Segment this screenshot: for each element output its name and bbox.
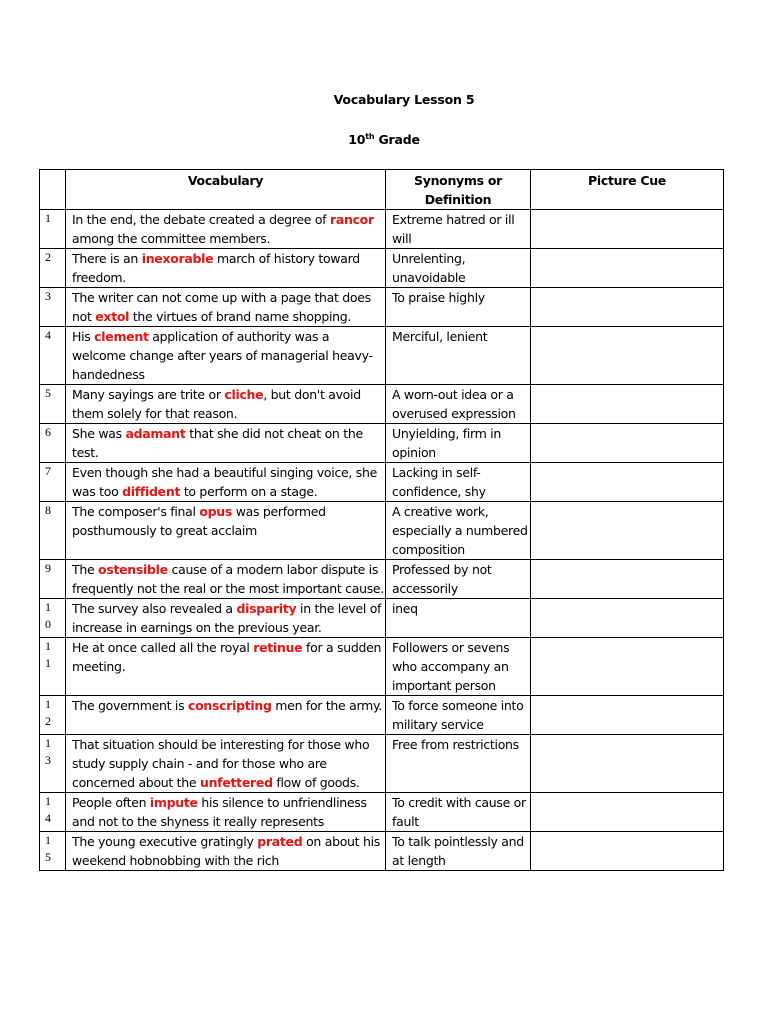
example-sentence: [66, 793, 386, 832]
document-title: Vocabulary Lesson 5: [333, 92, 475, 107]
table-row: [40, 502, 724, 560]
grade-suffix: th: [365, 132, 375, 141]
example-sentence: [66, 696, 386, 735]
grade-number: 10: [348, 132, 366, 147]
picture-cue-cell: [531, 599, 724, 638]
definition: To praise highly: [386, 288, 531, 327]
picture-cue-cell: [531, 832, 724, 871]
sentence-before: The survey also revealed a: [72, 601, 237, 616]
table-row: [40, 793, 724, 832]
sentence-after: the virtues of brand name shopping.: [129, 309, 352, 324]
table-row: [40, 638, 724, 696]
sentence-after: , but don't avoid them solely for that reason.: [72, 387, 361, 421]
table-row: [40, 385, 724, 424]
row-number-text: 5: [45, 386, 51, 400]
vocabulary-word: disparity: [236, 601, 297, 616]
vocabulary-table: [39, 169, 724, 871]
definition: Unyielding, firm in opinion: [386, 424, 531, 463]
row-number-text: 13: [45, 736, 51, 767]
example-sentence: [66, 424, 386, 463]
definition: A creative work, especially a numbered composition: [386, 502, 531, 560]
sentence-after: that she did not cheat on the test.: [72, 426, 363, 460]
sentence-after: on about his weekend hobnobbing with the rich: [72, 834, 380, 868]
header-synonyms: Synonyms or Definition: [386, 170, 531, 210]
row-number: [40, 638, 66, 696]
picture-cue-cell: [531, 735, 724, 793]
sentence-before: The young executive gratingly: [72, 834, 258, 849]
row-number: [40, 560, 66, 599]
header-vocabulary: Vocabulary: [66, 170, 386, 210]
row-number: [40, 249, 66, 288]
vocabulary-rows: [40, 210, 724, 871]
sentence-after: was performed posthumously to great acclaim: [72, 504, 326, 538]
sentence-before: His: [72, 329, 95, 344]
row-number: [40, 288, 66, 327]
row-number-text: 12: [45, 697, 51, 728]
row-number: [40, 327, 66, 385]
picture-cue-cell: [531, 327, 724, 385]
vocabulary-word: opus: [199, 504, 233, 519]
sentence-before: The: [72, 562, 99, 577]
row-number: [40, 696, 66, 735]
table-header-row: [40, 170, 724, 210]
definition: Unrelenting, unavoidable: [386, 249, 531, 288]
vocabulary-word: adamant: [125, 426, 186, 441]
picture-cue-cell: [531, 385, 724, 424]
sentence-before: The composer's final: [72, 504, 200, 519]
row-number-text: 3: [45, 289, 51, 303]
example-sentence: [66, 327, 386, 385]
row-number-text: 10: [45, 600, 51, 631]
example-sentence: [66, 288, 386, 327]
sentence-before: There is an: [72, 251, 142, 266]
row-number-text: 14: [45, 794, 51, 825]
sentence-after: in the level of increase in earnings on the previous year.: [72, 601, 382, 635]
picture-cue-cell: [531, 560, 724, 599]
row-number-text: 2: [45, 250, 51, 264]
example-sentence: [66, 638, 386, 696]
row-number: [40, 463, 66, 502]
picture-cue-cell: [531, 696, 724, 735]
picture-cue-cell: [531, 288, 724, 327]
example-sentence: [66, 502, 386, 560]
table-row: [40, 249, 724, 288]
table-row: [40, 288, 724, 327]
definition: Merciful, lenient: [386, 327, 531, 385]
sentence-after: men for the army.: [271, 698, 382, 713]
row-number-text: 15: [45, 833, 51, 864]
sentence-before: In the end, the debate created a degree of: [72, 212, 330, 227]
sentence-before: People often: [72, 795, 150, 810]
definition: ineq: [386, 599, 531, 638]
sentence-before: The government is: [72, 698, 188, 713]
vocabulary-word: inexorable: [141, 251, 214, 266]
sentence-after: flow of goods.: [272, 775, 360, 790]
definition: Professed by not accessorily: [386, 560, 531, 599]
header-number: [40, 170, 66, 210]
row-number-text: 11: [45, 639, 51, 670]
definition: A worn-out idea or a overused expression: [386, 385, 531, 424]
vocabulary-word: unfettered: [199, 775, 273, 790]
vocabulary-word: prated: [257, 834, 303, 849]
sentence-after: among the committee members.: [72, 231, 271, 246]
vocabulary-word: cliche: [224, 387, 264, 402]
row-number: [40, 385, 66, 424]
row-number: [40, 502, 66, 560]
picture-cue-cell: [531, 210, 724, 249]
row-number-text: 7: [45, 464, 51, 478]
row-number: [40, 832, 66, 871]
table-row: [40, 463, 724, 502]
example-sentence: [66, 249, 386, 288]
definition: To talk pointlessly and at length: [386, 832, 531, 871]
definition: Extreme hatred or ill will: [386, 210, 531, 249]
sentence-before: Even though she had a beautiful singing voice, she was too: [72, 465, 377, 499]
row-number-text: 4: [45, 328, 51, 342]
picture-cue-cell: [531, 638, 724, 696]
example-sentence: [66, 385, 386, 424]
sentence-before: She was: [72, 426, 126, 441]
table-row: [40, 599, 724, 638]
sentence-before: That situation should be interesting for those who study supply chain - and for those who are concerned about the: [72, 737, 370, 790]
table-row: [40, 696, 724, 735]
example-sentence: [66, 560, 386, 599]
table-row: [40, 832, 724, 871]
vocabulary-word: conscripting: [187, 698, 272, 713]
example-sentence: [66, 463, 386, 502]
definition: To credit with cause or fault: [386, 793, 531, 832]
sentence-before: He at once called all the royal: [72, 640, 254, 655]
table-row: [40, 327, 724, 385]
example-sentence: [66, 735, 386, 793]
header-picture-cue: Picture Cue: [531, 170, 724, 210]
table-row: [40, 210, 724, 249]
row-number-text: 9: [45, 561, 51, 575]
sentence-after: cause of a modern labor dispute is frequently not the real or the most important cause.: [72, 562, 384, 596]
sentence-before: Many sayings are trite or: [72, 387, 225, 402]
vocabulary-word: clement: [94, 329, 149, 344]
row-number: [40, 424, 66, 463]
row-number-text: 8: [45, 503, 51, 517]
grade-heading: [0, 132, 768, 147]
vocabulary-word: impute: [149, 795, 198, 810]
example-sentence: [66, 599, 386, 638]
picture-cue-cell: [531, 249, 724, 288]
vocabulary-word: extol: [95, 309, 130, 324]
definition: To force someone into military service: [386, 696, 531, 735]
vocabulary-word: ostensible: [98, 562, 168, 577]
row-number: [40, 793, 66, 832]
table-row: [40, 560, 724, 599]
sentence-after: application of authority was a welcome change after years of managerial heavy-handedness: [72, 329, 373, 382]
row-number-text: 1: [45, 211, 51, 225]
vocabulary-word: rancor: [329, 212, 374, 227]
sentence-after: march of history toward freedom.: [72, 251, 360, 285]
example-sentence: [66, 832, 386, 871]
picture-cue-cell: [531, 502, 724, 560]
vocabulary-word: diffident: [122, 484, 181, 499]
picture-cue-cell: [531, 463, 724, 502]
definition: Lacking in self-confidence, shy: [386, 463, 531, 502]
table-row: [40, 424, 724, 463]
row-number: [40, 599, 66, 638]
row-number: [40, 735, 66, 793]
row-number-text: 6: [45, 425, 51, 439]
definition: Followers or sevens who accompany an important person: [386, 638, 531, 696]
sentence-after: his silence to unfriendliness and not to the shyness it really represents: [72, 795, 367, 829]
sentence-before: The writer can not come up with a page that does not: [72, 290, 371, 324]
row-number: [40, 210, 66, 249]
sentence-after: to perform on a stage.: [180, 484, 318, 499]
example-sentence: [66, 210, 386, 249]
grade-word: Grade: [378, 132, 420, 147]
sentence-after: for a sudden meeting.: [72, 640, 382, 674]
picture-cue-cell: [531, 793, 724, 832]
picture-cue-cell: [531, 424, 724, 463]
table-row: [40, 735, 724, 793]
definition: Free from restrictions: [386, 735, 531, 793]
vocabulary-word: retinue: [253, 640, 303, 655]
